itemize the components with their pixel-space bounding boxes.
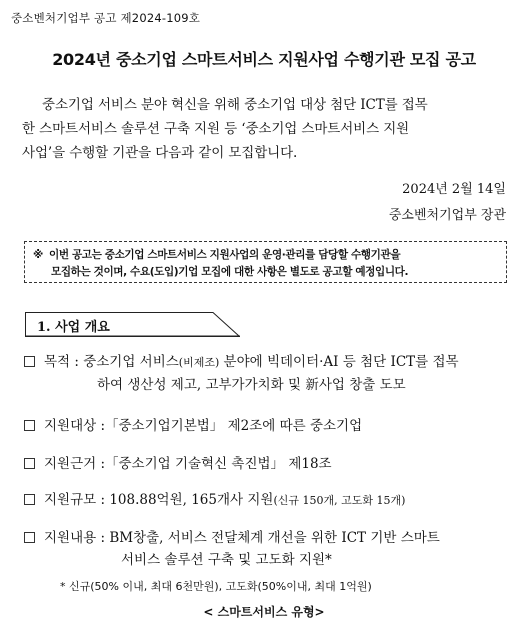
intro-line-2: 한 스마트서비스 솔루션 구축 지원 등 ‘중소기업 스마트서비스 지원	[22, 121, 410, 137]
section-header	[25, 312, 240, 337]
notice-text-1: 이번 공고는 중소기업 스마트서비스 지원사업의 운영·관리를 담당할 수행기관을	[49, 249, 401, 261]
intro-paragraph	[22, 93, 510, 165]
intro-line-1: 중소기업 서비스 분야 혁신을 위해 중소기업 대상 첨단 ICT를 접목	[42, 97, 428, 113]
item-target	[24, 415, 362, 437]
item-scale	[24, 489, 405, 512]
purpose-text-b: (비제조)	[178, 356, 220, 369]
item-content	[24, 527, 440, 571]
item-label: 목적 :	[44, 354, 79, 370]
notice-line-2: 모집하는 것이며, 수요(도입)기업 모집에 대한 사항은 별도로 공고할 예정입니다.	[51, 266, 409, 278]
scale-value: 108.88억원, 165개사 지원	[109, 492, 274, 508]
content-line-1: BM창출, 서비스 전달체계 개선을 위한 ICT 기반 스마트	[109, 530, 440, 546]
notice-box	[24, 241, 507, 283]
checkbox-icon	[24, 532, 35, 543]
announcement-date: 2024년 2월 14일	[402, 182, 506, 197]
item-basis	[24, 453, 332, 475]
notice-number: 중소벤처기업부 공고 제2024-109호	[11, 11, 201, 25]
item-label: 지원규모 :	[44, 492, 106, 508]
intro-line-3: 사업’을 수행할 기관을 다음과 같이 모집합니다.	[22, 145, 298, 161]
reference-mark-icon: ※	[33, 249, 43, 261]
purpose-text-c: 분야에 빅데이터·AI 등 첨단 ICT를 접목	[219, 354, 459, 370]
item-label: 지원내용 :	[44, 530, 106, 546]
footnote: * 신규(50% 이내, 최대 6천만원), 고도화(50%이내, 최대 1억원)	[60, 580, 372, 593]
item-label: 지원근거 :	[44, 456, 106, 472]
purpose-line-2: 하여 생산성 제고, 고부가가치화 및 新사업 창출 도모	[97, 377, 406, 393]
scale-detail: (신규 150개, 고도화 15개)	[273, 494, 406, 507]
checkbox-icon	[24, 494, 35, 505]
subsection-title: < 스마트서비스 유형>	[203, 605, 325, 619]
checkbox-icon	[24, 458, 35, 469]
item-label: 지원대상 :	[44, 418, 106, 434]
section-title: 1. 사업 개요	[37, 320, 110, 335]
target-value: 「중소기업기본법」 제2조에 따른 중소기업	[105, 418, 363, 434]
basis-value: 「중소기업 기술혁신 촉진법」 제18조	[105, 456, 332, 472]
issuing-ministry: 중소벤처기업부 장관	[388, 208, 506, 223]
checkbox-icon	[24, 356, 35, 367]
purpose-text-a: 중소기업 서비스	[83, 354, 179, 370]
content-line-2: 서비스 솔루션 구축 및 고도화 지원*	[121, 552, 332, 568]
checkbox-icon	[24, 420, 35, 431]
notice-line-1	[33, 247, 498, 264]
page-title: 2024년 중소기업 스마트서비스 지원사업 수행기관 모집 공고	[52, 50, 476, 69]
item-purpose	[24, 351, 459, 396]
